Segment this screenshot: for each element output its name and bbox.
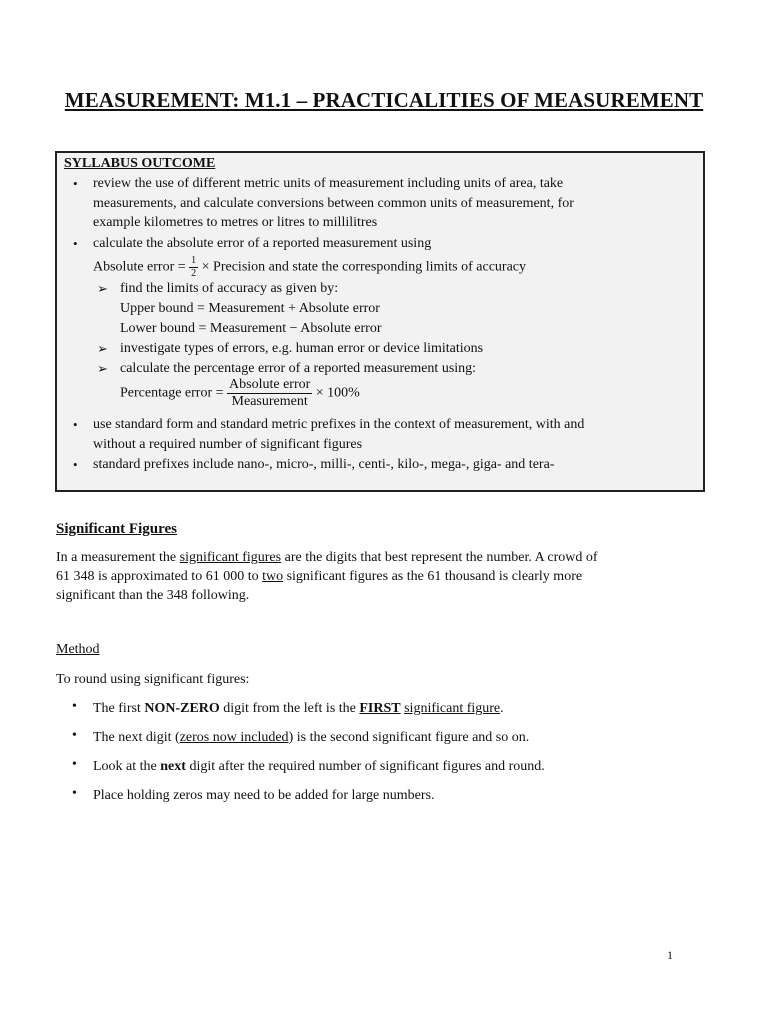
method-item bbox=[93, 728, 753, 747]
sig-paragraph-line bbox=[56, 567, 716, 586]
method-intro: To round using significant figures: bbox=[56, 672, 250, 687]
outcome-line: without a required number of significant figures bbox=[93, 437, 363, 452]
bullet-icon: • bbox=[73, 236, 78, 251]
upper-bound-formula: Upper bound = Measurement + Absolute error bbox=[120, 301, 380, 316]
bullet-icon: • bbox=[73, 176, 78, 191]
text-run: The next digit ( bbox=[93, 730, 180, 745]
method-heading: Method bbox=[56, 642, 100, 657]
formula-label: Percentage error = bbox=[120, 385, 224, 401]
outcome-line: standard prefixes include nano-, micro-, milli-, centi-, kilo-, mega-, giga- and tera- bbox=[93, 457, 555, 472]
underlined-term: zeros now included bbox=[179, 730, 289, 745]
sig-paragraph-line bbox=[56, 548, 716, 567]
text-run: digit from the left is the bbox=[219, 701, 360, 716]
outcome-subline: calculate the percentage error of a reported measurement using: bbox=[120, 361, 477, 376]
text-run: Look at the bbox=[93, 759, 161, 774]
outcome-line: measurements, and calculate conversions between common units of measurement, for bbox=[93, 196, 574, 211]
percentage-error-formula bbox=[120, 378, 360, 409]
sig-paragraph-line: significant than the 348 following. bbox=[56, 588, 250, 603]
text-run: are the digits that best represent the number. A crowd of bbox=[281, 550, 598, 565]
fraction-denominator: Measurement bbox=[231, 394, 308, 409]
absolute-error-formula bbox=[93, 256, 526, 279]
bullet-icon: • bbox=[73, 457, 78, 472]
outcome-line: use standard form and standard metric prefixes in the context of measurement, with and bbox=[93, 417, 585, 432]
bullet-icon: • bbox=[72, 728, 77, 743]
page-number: 1 bbox=[667, 948, 673, 962]
underlined-term: two bbox=[262, 569, 284, 584]
formula-text: × Precision and state the corresponding limits of accuracy bbox=[201, 259, 527, 275]
text-run: 61 348 is approximated to 61 000 to bbox=[56, 569, 263, 584]
lower-bound-formula: Lower bound = Measurement − Absolute error bbox=[120, 321, 382, 336]
outcome-subline: find the limits of accuracy as given by: bbox=[120, 281, 339, 296]
bullet-icon: • bbox=[72, 757, 77, 772]
bold-term: next bbox=[160, 759, 186, 774]
percentage-fraction bbox=[227, 378, 312, 409]
text-run: significant figures as the 61 thousand is clearly more bbox=[283, 569, 583, 584]
bullet-icon: • bbox=[72, 699, 77, 714]
bullet-icon: • bbox=[73, 417, 78, 432]
text-run: The first bbox=[93, 701, 145, 716]
fraction-numerator: Absolute error bbox=[229, 377, 311, 392]
method-item bbox=[93, 757, 753, 776]
significant-figures-heading: Significant Figures bbox=[56, 521, 177, 537]
fraction-denominator: 2 bbox=[191, 268, 197, 279]
text-run: In a measurement the bbox=[56, 550, 180, 565]
underlined-term: significant figures bbox=[179, 550, 282, 565]
half-fraction bbox=[189, 256, 198, 279]
text-run: digit after the required number of significant figures and round. bbox=[185, 759, 545, 774]
fraction-numerator: 1 bbox=[191, 255, 197, 266]
syllabus-outcome-box bbox=[55, 151, 705, 492]
outcome-line: example kilometres to metres or litres to millilitres bbox=[93, 215, 378, 230]
arrow-bullet-icon: ➢ bbox=[97, 361, 108, 376]
text-run: ) is the second significant figure and so on. bbox=[288, 730, 530, 745]
page-title: MEASUREMENT: M1.1 – PRACTICALITIES OF MEASUREMENT bbox=[64, 88, 704, 112]
method-item bbox=[93, 699, 753, 718]
outcome-line: review the use of different metric units of measurement including units of area, take bbox=[93, 176, 564, 191]
method-item: Place holding zeros may need to be added for large numbers. bbox=[93, 788, 435, 803]
bold-underlined-term: FIRST bbox=[359, 701, 401, 716]
formula-text: × 100% bbox=[315, 385, 360, 401]
underlined-term: significant figure bbox=[404, 701, 501, 716]
arrow-bullet-icon: ➢ bbox=[97, 281, 108, 296]
text-run: . bbox=[500, 701, 504, 716]
outcome-subline: investigate types of errors, e.g. human error or device limitations bbox=[120, 341, 484, 356]
bullet-icon: • bbox=[72, 786, 77, 801]
syllabus-outcome-heading: SYLLABUS OUTCOME bbox=[64, 156, 216, 171]
formula-label: Absolute error = bbox=[93, 259, 186, 275]
outcome-line: calculate the absolute error of a reported measurement using bbox=[93, 236, 432, 251]
bold-term: NON-ZERO bbox=[144, 701, 220, 716]
arrow-bullet-icon: ➢ bbox=[97, 341, 108, 356]
